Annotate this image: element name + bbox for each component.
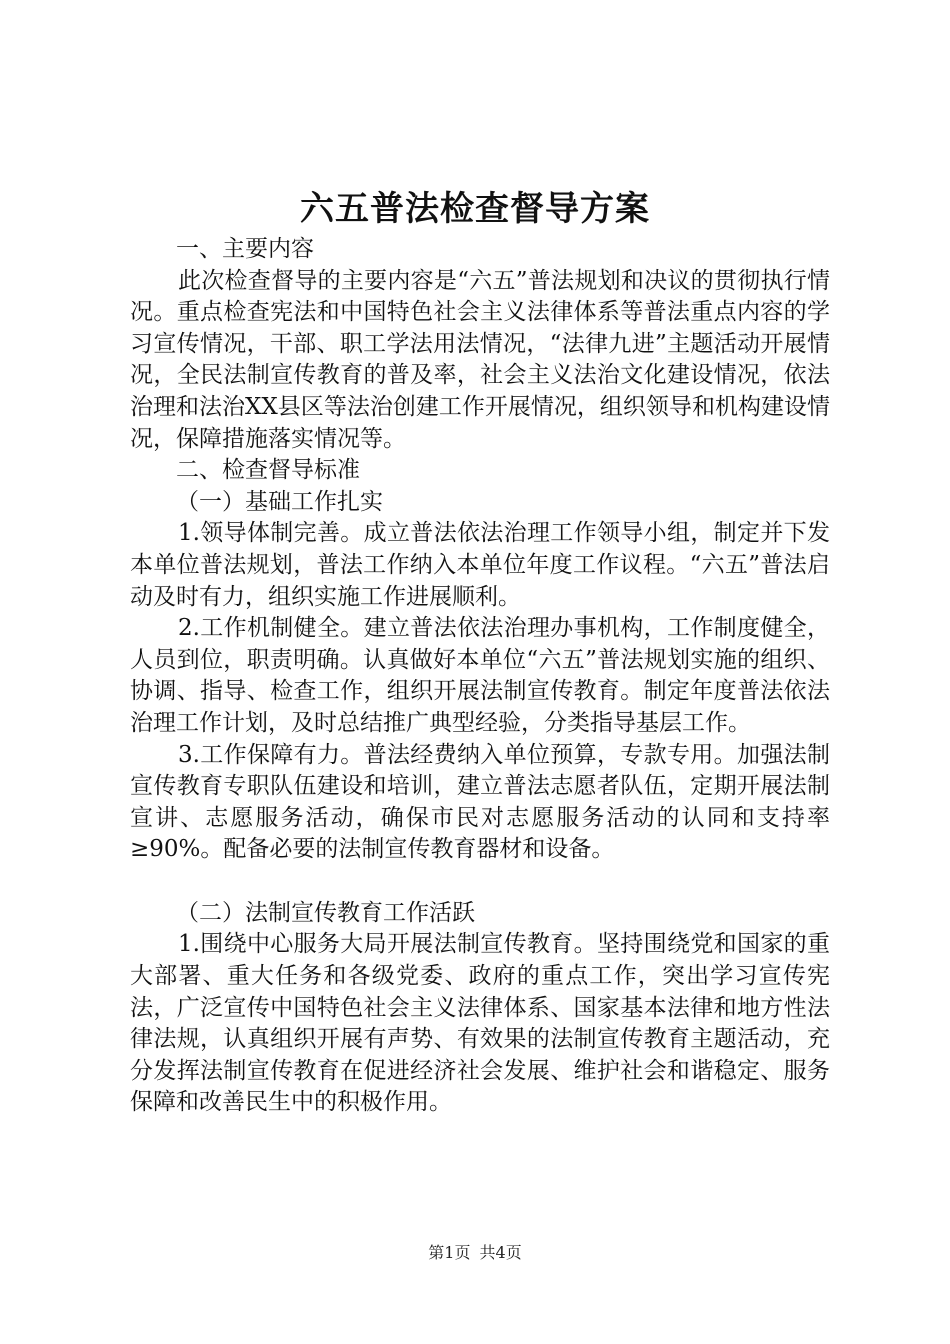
subsection-heading-legal-education: （二）法制宣传教育工作活跃	[176, 899, 475, 926]
paragraph-leadership-system: 1.领导体制完善。成立普法依法治理工作领导小组，制定并下发本单位普法规划，普法工作纳入本单位年度工作议程。“六五”普法启动及时有力，组织实施工作进展顺利。	[130, 520, 830, 610]
document-body	[130, 234, 830, 1119]
paragraph-central-service: 1.围绕中心服务大局开展法制宣传教育。坚持围绕党和国家的重大部署、重大任务和各级党委、政府的重点工作，突出学习宣传宪法，广泛宣传中国特色社会主义法律体系、国家基本法律和地方性法律法规，认真组织开展有声势、有效果的法制宣传教育主题活动，充分发挥法制宣传教育在促进经济社会发展、维护社会和谐稳定、服务保障和改善民生中的积极作用。	[130, 931, 830, 1116]
paragraph-work-guarantee: 3.工作保障有力。普法经费纳入单位预算，专款专用。加强法制宣传教育专职队伍建设和培训，建立普法志愿者队伍，定期开展法制宣讲、志愿服务活动，确保市民对志愿服务活动的认同和支持率≥90%。配备必要的法制宣传教育器材和设备。	[130, 741, 830, 863]
section-heading-main-content: 一、主要内容	[176, 236, 314, 262]
section-heading-standards: 二、检查督导标准	[176, 457, 360, 484]
paragraph-main-content: 此次检查督导的主要内容是“六五”普法规划和决议的贯彻执行情况。重点检查宪法和中国特色社会主义法律体系等普法重点内容的学习宣传情况，干部、职工学法用法情况，“法律九进”主题活动开展情况，全民法制宣传教育的普及率，社会主义法治文化建设情况，依法治理和法治XX县区等法治创建工作开展情况，组织领导和机构建设情况，保障措施落实情况等。	[130, 267, 830, 452]
page-number-current: 第1页	[428, 1243, 471, 1262]
page-footer	[0, 1242, 950, 1264]
subsection-heading-foundation: （一）基础工作扎实	[176, 488, 383, 515]
page-number-total: 共4页	[479, 1243, 522, 1262]
document-title: 六五普法检查督导方案	[300, 189, 650, 229]
paragraph-spacer	[130, 866, 830, 898]
paragraph-work-mechanism: 2.工作机制健全。建立普法依法治理办事机构，工作制度健全，人员到位，职责明确。认真做好本单位“六五”普法规划实施的组织、协调、指导、检查工作，组织开展法制宣传教育。制定年度普法依法治理工作计划，及时总结推广典型经验，分类指导基层工作。	[130, 615, 830, 736]
